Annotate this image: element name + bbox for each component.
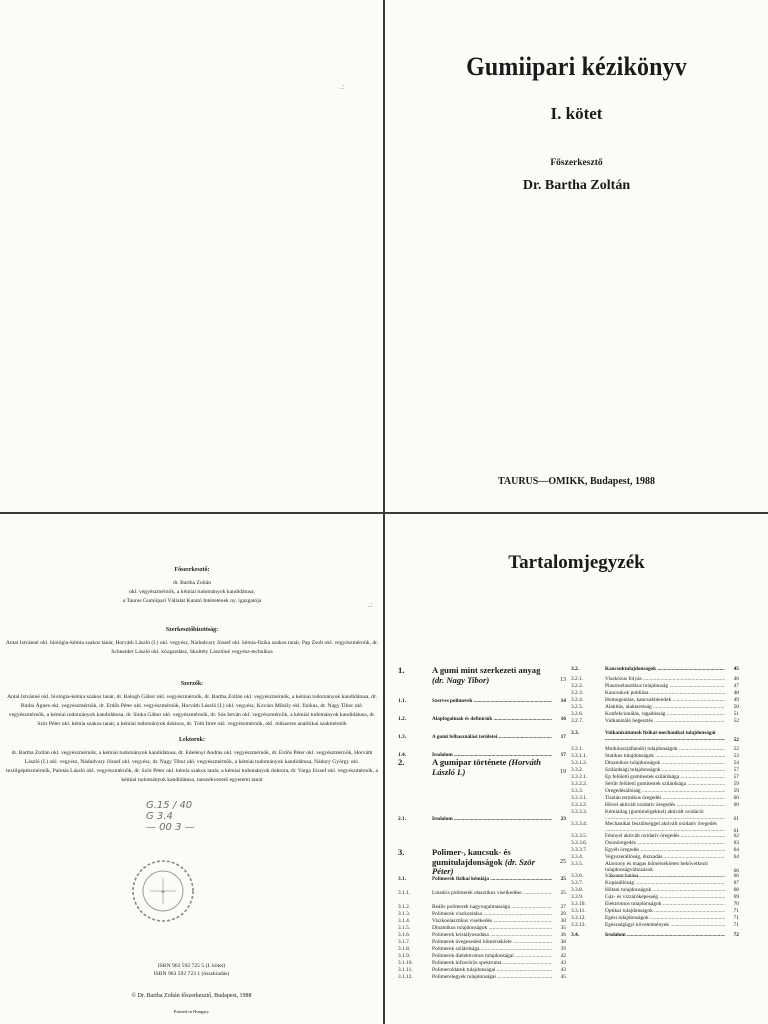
toc-entry-page: 45 [560, 974, 566, 980]
toc-entry-number: 3.3.3.2. [571, 802, 588, 808]
toc-entry-number: 3.3.3.1. [571, 795, 588, 801]
toc-entry-title [605, 873, 725, 879]
section-heading: Szerkesztőbizottság: [165, 627, 219, 633]
toc-entry-title [605, 908, 725, 914]
toc-entry-page: 60 [733, 795, 739, 801]
toc-entry-title-text: Plasztoelasztikus tulajdonság [605, 683, 669, 689]
toc-entry-page: 17 [560, 752, 566, 758]
toc-entry-title-text: Polimerek fizikai kémiája [432, 876, 489, 882]
toc-entry-title [605, 894, 725, 900]
toc-entry-page: 35 [560, 925, 566, 931]
toc-entry-title-text: Polimer-, kaucsuk- és gumitulajdonságok [432, 848, 511, 867]
toc-entry-number: 3.1.10. [398, 960, 413, 966]
toc-entry-title-text: Vulkanizátumok fizikai-mechanikai tulajdonságai [605, 730, 716, 736]
toc-entry-number: 3.1.11. [398, 967, 413, 973]
toc-entry-number: 3.2.5. [571, 704, 584, 710]
isbn-set: ISBN 963 592 723 1 (összkiadás) [153, 971, 230, 977]
toc-entry-page: 68 [733, 887, 739, 893]
chief-editor-label: Főszerkesztő [550, 158, 603, 168]
toc-entry-page: 57 [733, 774, 739, 780]
authors-text: Antal Istvánné okl. biológia-kémia szakos tanár, dr. Balogh Gábor okl. vegyészmérnök, dr. Bartha Zoltán okl. vegyészmérnök, a kémiai tudományok kandidátusa, dr. Budai Ágnes okl. vegyészmérnök, dr. Erdős Péter okl. vegyészmérnök, Horváth László (I.) okl. vegyész, Kovács Mihály okl. fizikus, dr. Nagy Tibor okl. vegyészmérnök, a kémiai tudományok kandidátusa, dr. Sinka Gábor okl. vegyészmérnök, dr. Sós István okl. vegyészmérnök, a kémiai tudományok kandidátusa, dr. Ször Péter okl. kémia szakos tanár, a kémiai tudományok doktora, dr. Tóth Imre okl. vegyészmérnök, okl. műszeres analitikai szakmérnök [7, 694, 377, 727]
toc-entry-title [605, 760, 725, 766]
toc-entry-title-text: Hővel aktivált oxidatív öregedés [605, 802, 676, 808]
toc-entry-page: 71 [733, 922, 739, 928]
toc-entry-page: 43 [560, 960, 566, 966]
toc-entry-title [432, 698, 552, 704]
reviewers-block [4, 736, 380, 785]
blank-page [0, 0, 383, 512]
toc-entry-title-text: Vulkanizáló hegesztés [605, 718, 654, 724]
printed-in-line: Printed in Hungary [173, 1009, 210, 1014]
toc-entry-page: 62 [733, 833, 739, 839]
toc-entry-title-text: Konfekcionálás, ragadósság [605, 711, 666, 717]
toc-entry-page: 57 [733, 767, 739, 773]
toc-entry-page: 54 [733, 760, 739, 766]
chief-editor-name: Dr. Bartha Zoltán [522, 178, 631, 193]
toc-entry-title-text: Polimerek viszkozitása [432, 911, 482, 917]
toc-entry-title-text: Vákuum hatása [605, 873, 639, 879]
toc-entry-page: 63 [733, 840, 739, 846]
toc-entry-number: 3.2.4. [571, 697, 584, 703]
toc-entry-page: 49 [733, 697, 739, 703]
volume-label: I. kötet [550, 104, 603, 123]
toc-entry-page: 17 [560, 734, 566, 740]
toc-entry-number: 3.3. [571, 730, 580, 736]
toc-title: Tartalomjegyzék [508, 552, 645, 573]
toc-entry-title-text: Polimerek szilárdsága [432, 946, 480, 952]
toc-entry-title-text: Tisztán termikus öregedés [605, 795, 662, 801]
toc-entry-number: 3.1.5. [398, 925, 411, 931]
toc-entry-page: 19 [560, 769, 566, 775]
toc-entry-title-text: Statikus tulajdonságok [605, 753, 654, 759]
toc-entry-title-text: Elektromos tulajdonságok [605, 901, 662, 907]
toc-entry-title-text: A gumi mint szerkezeti anyag [432, 666, 541, 675]
toc-entry-title-text: Alapfogalmak és definíciók [432, 716, 493, 722]
toc-entry-title [605, 887, 725, 893]
section-heading: Szerzők: [180, 681, 204, 687]
toc-entry-number: 3.1.1. [398, 890, 411, 896]
person-description: a Taurus Gumiipari Vállalat Kutató Intézetének ny. igazgatója [122, 598, 262, 604]
toc-entry-title [605, 802, 725, 808]
handwritten-note: G.15 / 40 G 3.4 — 00 3 — [146, 800, 195, 833]
toc-entry-number: 3.2.2. [571, 683, 584, 689]
publisher-line: TAURUS—OMIKK, Budapest, 1988 [497, 476, 656, 487]
toc-entry-page: 43 [560, 967, 566, 973]
toc-entry-number: 3.2.6. [571, 711, 584, 717]
toc-entry-title [432, 974, 552, 980]
toc-entry-page: 30 [560, 918, 566, 924]
toc-entry-number: 3.2.3. [571, 690, 584, 696]
toc-entry-number: 3.3.12. [571, 915, 586, 921]
scan-mark: .: [368, 600, 373, 609]
toc-entry-title-text: Szerves polimerek [432, 698, 473, 704]
toc-entry-page: 23 [560, 816, 566, 822]
toc-entry-title [432, 758, 552, 777]
toc-entry-title [432, 967, 552, 973]
toc-entry-author: (dr. Nagy Tibor) [432, 674, 490, 685]
toc-entry-page: 71 [733, 915, 739, 921]
editorial-board-block [4, 626, 380, 657]
reviewers-text: dr. Bartha Zoltán okl. vegyészmérnök, a kémiai tudományok kandidátusa, dr. Edelényi András okl. vegyészmérnök, dr. Erdős Péter okl. vegyészmérnök, Horváth László (I.) okl. vegyész, Nádudvary József okl. vegyész, dr. Nagy Tibor okl. vegyészmérnök, a kémiai tudományok kandidátusa, Nádory György okl. textilgépészmérnök, Palotás László okl. vegyészmérnök, dr. Ször Péter okl. kémia szakos tanár, a kémiai tudományok doktora, dr. Varga József okl. vegyészmérnök, a kémiai tudományok kandidátusa, tanszékvezető egyetemi tanár [6, 750, 378, 783]
toc-entry-title [605, 767, 725, 773]
toc-entry-title-text: Kaucsuktulajdonságok [605, 666, 657, 672]
toc-entry-number: 1.3. [398, 734, 407, 740]
toc-entry-number: 2. [398, 757, 405, 767]
toc-entry-title-text: Polimerek üvegesedési hőmérséklete [432, 939, 512, 945]
toc-entry-number: 3.3.3.5. [571, 833, 588, 839]
toc-entry-title-text: Polimeroldatok tulajdonságai [432, 967, 496, 973]
toc-entry-title-text: Kémiailag (gumimérgekkel) aktivált oxidáció [605, 809, 704, 815]
toc-entry-title [605, 781, 725, 787]
toc-entry-number: 3.3.3. [571, 788, 584, 794]
toc-entry-title [432, 890, 552, 896]
authors-block [4, 680, 380, 729]
toc-entry-title-text: Optikai tulajdonságok [605, 908, 653, 914]
toc-entry-title [605, 833, 725, 839]
svg-text:✦: ✦ [160, 889, 166, 896]
person-name: dr. Bartha Zoltán [172, 580, 212, 586]
toc-entry-page: 59 [733, 781, 739, 787]
toc-entry-title [605, 746, 725, 752]
toc-entry-number: 3.1.8. [398, 946, 411, 952]
toc-entry-page: 64 [733, 847, 739, 853]
section-heading: Lektorok: [179, 737, 205, 743]
toc-entry-page: 50 [733, 704, 739, 710]
toc-entry-number: 3.1.9. [398, 953, 411, 959]
toc-entry-title-text: Modulusz(állandó) tulajdonságok [605, 746, 678, 752]
toc-entry-number: 3.4. [571, 932, 580, 938]
toc-entry-number: 3.1.4. [398, 918, 411, 924]
toc-entry-page: 66 [733, 868, 739, 874]
board-members-text: Antal Istvánné okl. biológia-kémia szakos tanár, Horváth László (I.) okl. vegyész, Nádudvary József okl. kémia-fizika szakos tanár, Pap Zsolt okl. vegyészmérnök, dr. Schneider László okl. közgazdász, Skultéty Lászlóné vegyész-technikus [5, 640, 379, 655]
toc-entry-title-text: Irodalom [605, 932, 626, 938]
toc-entry-title-text: Ózonöregedés [605, 840, 636, 846]
toc-entry-number: 3.1.6. [398, 932, 411, 938]
toc-entry-title-text: Polimerelegyek tulajdonságai [432, 974, 496, 980]
toc-entry-title [432, 716, 552, 722]
toc-entry-title-text: A gumipar története [432, 758, 507, 767]
toc-entry-page: 42 [560, 953, 566, 959]
toc-entry-title-text: Kopásállóság [605, 880, 635, 886]
toc-entry-title [432, 960, 552, 966]
toc-entry-number: 3.3.1.1. [571, 753, 588, 759]
toc-entry-page: 61 [733, 828, 739, 834]
toc-entry-page: 69 [733, 894, 739, 900]
toc-entry-title [432, 904, 552, 910]
toc-entry-number: 3.3.3.7. [571, 847, 588, 853]
toc-entry-page: 60 [733, 802, 739, 808]
toc-entry-title-text: Irodalom [432, 752, 453, 758]
toc-entry-title-text: Dinamikus tulajdonságok [605, 760, 661, 766]
toc-entry-number: 3.3.7. [571, 880, 584, 886]
toc-entry-number: 2.1. [398, 816, 407, 822]
toc-entry-page: 29 [560, 911, 566, 917]
toc-entry-title-text: Polimerek kristályosodása [432, 932, 489, 938]
toc-entry-title [605, 704, 725, 710]
section-heading: Főszerkesztő: [174, 567, 210, 573]
toc-entry-title [605, 915, 725, 921]
toc-entry-number: 3.3.1.2. [571, 760, 588, 766]
toc-entry-title-text: Dinamikus tulajdonságok [432, 925, 488, 931]
toc-entry-page: 13 [560, 677, 566, 683]
toc-entry-page: 14 [560, 698, 566, 704]
toc-entry-number: 3.2.1. [571, 676, 584, 682]
toc-entry-number: 3.3.13. [571, 922, 586, 928]
toc-entry-title [605, 666, 725, 672]
toc-entry-page: 46 [733, 676, 739, 682]
book-title: Gumiipari kézikönyv [466, 52, 687, 81]
toc-entry-title-text: Égési tulajdonságok [605, 915, 649, 921]
toc-entry-title [432, 925, 552, 931]
toc-entry-title [432, 876, 552, 882]
toc-entry-title-text: Gáz- és vízzáróképesség [605, 894, 658, 900]
toc-entry-number: 3.3.9. [571, 894, 584, 900]
toc-entry-title-text: Egészségügyi követelmények [605, 922, 669, 928]
toc-entry-title-text: Viszkózus folyás [605, 676, 642, 682]
toc-entry-title-text: Ép felületű gumitestek szilárdsága [605, 774, 680, 780]
toc-entry-title-text: Lineáris polimerek elasztikus viselkedése [432, 890, 522, 896]
toc-entry-number: 3.3.5. [571, 861, 584, 867]
toc-entry-title [605, 690, 725, 696]
toc-entry-number: 3.1.12. [398, 974, 413, 980]
toc-entry-title-text: Hőtani tulajdonságok [605, 887, 652, 893]
toc-entry-title-text: Szilárdsági tulajdonságok [605, 767, 661, 773]
toc-entry-title [605, 697, 725, 703]
toc-entry-author: (dr. Ször Péter) [432, 856, 535, 876]
toc-entry-title [605, 922, 725, 928]
toc-entry-page: 16 [560, 716, 566, 722]
toc-entry-title [605, 711, 725, 717]
toc-entry-title-text: A gumi felhasználási területei [432, 734, 498, 740]
toc-entry-number: 3.3.10. [571, 901, 586, 907]
toc-entry-page: 52 [733, 718, 739, 724]
person-description: okl. vegyészmérnök, a kémiai tudományok kandidátusa, [129, 589, 255, 595]
toc-entry-page: 53 [733, 753, 739, 759]
scan-mark: .: [340, 82, 345, 91]
toc-entry-title-text: Polimerek dielektromos tulajdonságai [432, 953, 514, 959]
toc-entry-title-text: Öregedésállóság [605, 788, 641, 794]
toc-entry-page: 51 [733, 711, 739, 717]
toc-entry-number: 1.1. [398, 698, 407, 704]
toc-entry-title [432, 911, 552, 917]
toc-entry-title-text: Alacsony és magas hőmérsékleten bekövetkező tulajdonságváltozások [605, 861, 708, 874]
toc-entry-title [605, 821, 725, 833]
toc-entry-title-text: Egyéb öregedés [605, 847, 640, 853]
toc-entry-title [605, 809, 725, 821]
toc-entry-page: 38 [560, 939, 566, 945]
toc-entry-page: 45 [733, 666, 739, 672]
toc-entry-number: 3.1.2. [398, 904, 411, 910]
toc-entry-page: 64 [733, 854, 739, 860]
toc-entry-title [605, 753, 725, 759]
toc-entry-page: 66 [733, 873, 739, 879]
toc-entry-page: 52 [733, 737, 739, 743]
toc-entry-title [605, 718, 725, 724]
toc-entry-title [605, 730, 725, 742]
toc-entry-number: 3.3.4. [571, 854, 584, 860]
toc-entry-title [432, 932, 552, 938]
toc-entry-title [605, 932, 725, 938]
toc-entry-page: 39 [560, 946, 566, 952]
toc-entry-title-text: Vegyszerállóság, duzzadás [605, 854, 663, 860]
toc-entry-title [605, 676, 725, 682]
chief-editor-block [4, 566, 380, 606]
toc-entry-title [605, 854, 725, 860]
toc-entry-number: 3.3.3.4. [571, 821, 588, 827]
toc-entry-number: 3.1.3. [398, 911, 411, 917]
toc-entry-title [432, 918, 552, 924]
toc-entry-page: 72 [733, 932, 739, 938]
toc-entry-title-text: Alakítás, alaktartóság [605, 704, 652, 710]
title-page [385, 0, 768, 512]
toc-entry-title-text: Mechanikai feszültséggel aktivált oxidatív öregedés [605, 821, 717, 827]
toc-entry-number: 3.3.3.3. [571, 809, 588, 815]
toc-entry-page: 48 [733, 690, 739, 696]
toc-entry-title [432, 666, 552, 685]
toc-entry-number: 3.3.1. [571, 746, 584, 752]
toc-entry-title [605, 880, 725, 886]
toc-entry-title-text: Reális polimerek nagyrugalmassága [432, 904, 510, 910]
copyright-line: © Dr. Bartha Zoltán főszerkesztő, Budapest, 1988 [131, 993, 252, 999]
toc-entry-page: 61 [733, 816, 739, 822]
toc-entry-title [432, 734, 552, 740]
toc-entry-page: 47 [733, 683, 739, 689]
toc-entry-number: 1.4. [398, 752, 407, 758]
toc-entry-number: 3. [398, 847, 405, 857]
toc-entry-title [605, 795, 725, 801]
toc-entry-title-text: Sérült felületű gumitestek szilárdsága [605, 781, 686, 787]
library-stamp-icon [128, 856, 198, 926]
toc-entry-title [432, 946, 552, 952]
toc-entry-number: 3.1.7. [398, 939, 411, 945]
toc-entry-title-text: Kaucsukok publiása [605, 690, 649, 696]
toc-entry-number: 3.3.3.6. [571, 840, 588, 846]
toc-entry-title [605, 847, 725, 853]
toc-entry-number: 3.3.2. [571, 767, 584, 773]
toc-entry-page: 67 [733, 880, 739, 886]
toc-entry-title [605, 840, 725, 846]
toc-entry-title [432, 939, 552, 945]
toc-entry-title [432, 816, 552, 822]
toc-entry-title [605, 683, 725, 689]
toc-entry-number: 3.3.2.1. [571, 774, 588, 780]
toc-entry-title-text: Polimerek infravörös spektruma [432, 960, 502, 966]
toc-entry-page: 70 [733, 901, 739, 907]
toc-entry-title [605, 901, 725, 907]
toc-entry-number: 3.1. [398, 876, 407, 882]
toc-entry-number: 1.2. [398, 716, 407, 722]
toc-entry-page: 36 [560, 932, 566, 938]
toc-entry-number: 3.2. [571, 666, 580, 672]
toc-entry-page: 27 [560, 904, 566, 910]
toc-entry-title [605, 788, 725, 794]
toc-entry-number: 3.3.6. [571, 873, 584, 879]
toc-entry-number: 3.3.8. [571, 887, 584, 893]
toc-entry-number: 3.3.2.2. [571, 781, 588, 787]
toc-entry-title [432, 848, 552, 877]
toc-entry-page: 25 [560, 876, 566, 882]
toc-entry-page: 59 [733, 788, 739, 794]
toc-entry-page: 71 [733, 908, 739, 914]
toc-entry-number: 3.3.11. [571, 908, 586, 914]
toc-entry-title-text: Viszkoelasztikus viselkedés [432, 918, 493, 924]
isbn-volume: ISBN 963 592 725 5 (I. kötet) [157, 963, 226, 969]
toc-entry-title-text: Irodalom [432, 816, 453, 822]
toc-entry-title [605, 774, 725, 780]
toc-entry-author: (Horváth László I.) [432, 758, 541, 777]
toc-entry-title-text: Fénnyel aktivált oxidatív öregedés [605, 833, 680, 839]
toc-entry-number: 3.2.7. [571, 718, 584, 724]
toc-entry-page: 25 [560, 859, 566, 865]
toc-entry-number: 1. [398, 665, 405, 675]
toc-entry-page: 25 [560, 890, 566, 896]
toc-entry-page: 52 [733, 746, 739, 752]
toc-entry-title [432, 953, 552, 959]
toc-entry-title-text: Homogenitás, kaucsukblendek [605, 697, 672, 703]
